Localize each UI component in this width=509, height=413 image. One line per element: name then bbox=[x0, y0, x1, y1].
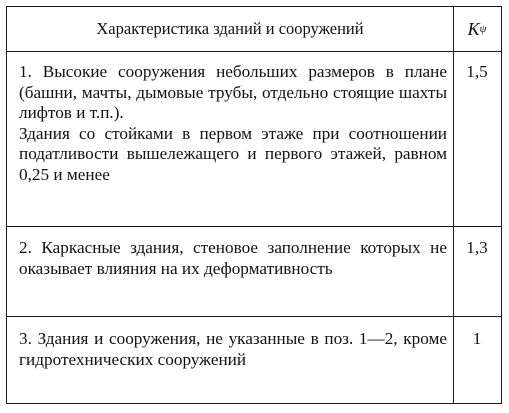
row-1-paragraph-1: 1. Высокие сооружения небольших размеров в плане (башни, мачты, дымовые трубы, отдельно стоящие шахты лифтов и т.п.). bbox=[19, 62, 447, 122]
table-row-2-value: 1,3 bbox=[466, 238, 488, 257]
header-characteristic: Характеристика зданий и сооружений bbox=[96, 19, 364, 38]
row-divider-1 bbox=[7, 226, 501, 227]
row-2-paragraph-1: 2. Каркасные здания, стеновое заполнение которых не оказывает влияния на их деформативность bbox=[19, 238, 447, 278]
coefficient-table bbox=[6, 6, 502, 404]
table-row-2-text bbox=[19, 238, 447, 279]
row-3-paragraph-1: 3. Здания и сооружения, не указанные в поз. 1—2, кроме гидротехнических сооружений bbox=[19, 329, 447, 369]
header-coefficient-subscript: ψ bbox=[479, 23, 487, 35]
row-1-paragraph-2: Здания со стойками в первом этаже при соотношении податливости вышележащего и первого этажей, равном 0,25 и менее bbox=[19, 123, 447, 184]
table-row-3-text bbox=[19, 329, 447, 370]
header-coefficient bbox=[453, 7, 501, 51]
table-row-1-text bbox=[19, 62, 447, 185]
header-coefficient-symbol: K bbox=[467, 18, 480, 39]
table-row-3-value: 1 bbox=[472, 329, 482, 348]
table-row-1-value: 1,5 bbox=[466, 62, 488, 81]
row-divider-2 bbox=[7, 316, 501, 317]
header-divider bbox=[7, 51, 501, 52]
